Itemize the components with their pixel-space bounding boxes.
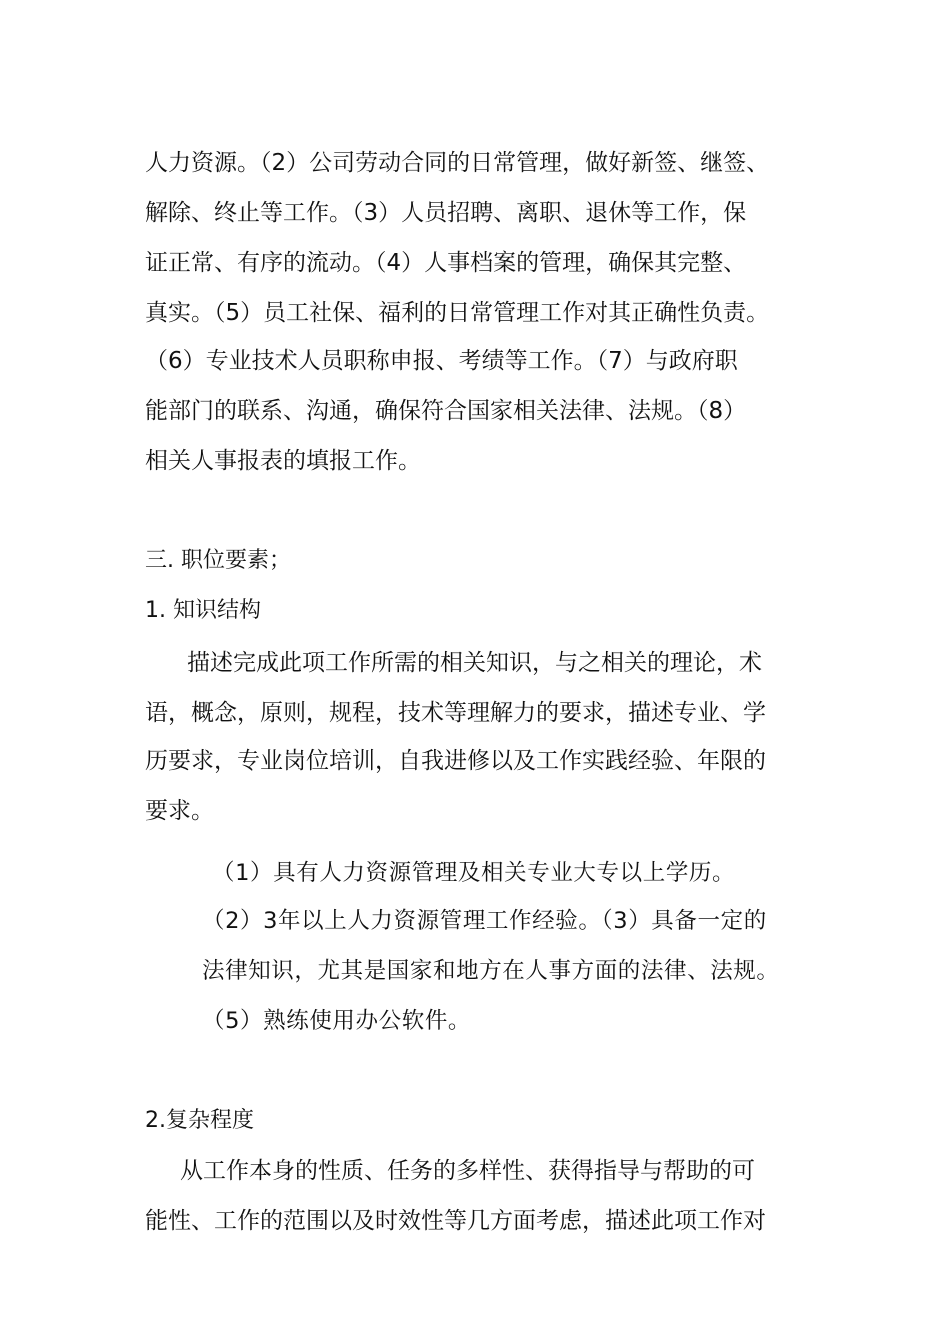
complexity-description-line-2: 能性、工作的范围以及时效性等几方面考虑，描述此项工作对 bbox=[145, 1208, 766, 1234]
section-heading: 三. 职位要素； bbox=[145, 548, 291, 573]
requirement-line-4: （5）熟练使用办公软件。 bbox=[202, 1008, 472, 1034]
requirement-line-2: （2）3年以上人力资源管理工作经验。（3）具备一定的 bbox=[202, 908, 767, 934]
knowledge-description-line-3: 历要求，专业岗位培训，自我进修以及工作实践经验、年限的 bbox=[145, 748, 766, 774]
complexity-description-line-1: 从工作本身的性质、任务的多样性、获得指导与帮助的可 bbox=[180, 1158, 755, 1184]
responsibilities-line-2: 解除、终止等工作。（3）人员招聘、离职、退休等工作，保 bbox=[145, 200, 747, 226]
responsibilities-line-4: 真实。（5）员工社保、福利的日常管理工作对其正确性负责。 bbox=[145, 300, 770, 326]
responsibilities-line-3: 证正常、有序的流动。（4）人事档案的管理，确保其完整、 bbox=[145, 250, 747, 276]
requirement-line-1: （1）具有人力资源管理及相关专业大专以上学历。 bbox=[212, 860, 736, 886]
knowledge-heading: 1. 知识结构 bbox=[145, 598, 261, 623]
responsibilities-line-1: 人力资源。（2）公司劳动合同的日常管理，做好新签、继签、 bbox=[145, 150, 770, 176]
complexity-heading: 2.复杂程度 bbox=[145, 1108, 254, 1133]
responsibilities-line-6: 能部门的联系、沟通，确保符合国家相关法律、法规。（8） bbox=[145, 398, 747, 424]
responsibilities-line-7: 相关人事报表的填报工作。 bbox=[145, 448, 421, 474]
requirement-line-3: 法律知识，尤其是国家和地方在人事方面的法律、法规。 bbox=[202, 958, 780, 984]
knowledge-description-line-4: 要求。 bbox=[145, 798, 214, 824]
responsibilities-line-5: （6）专业技术人员职称申报、考绩等工作。（7）与政府职 bbox=[145, 348, 738, 374]
knowledge-description-line-2: 语，概念，原则，规程，技术等理解力的要求，描述专业、学 bbox=[145, 700, 766, 726]
knowledge-description-line-1: 描述完成此项工作所需的相关知识，与之相关的理论，术 bbox=[187, 650, 762, 676]
